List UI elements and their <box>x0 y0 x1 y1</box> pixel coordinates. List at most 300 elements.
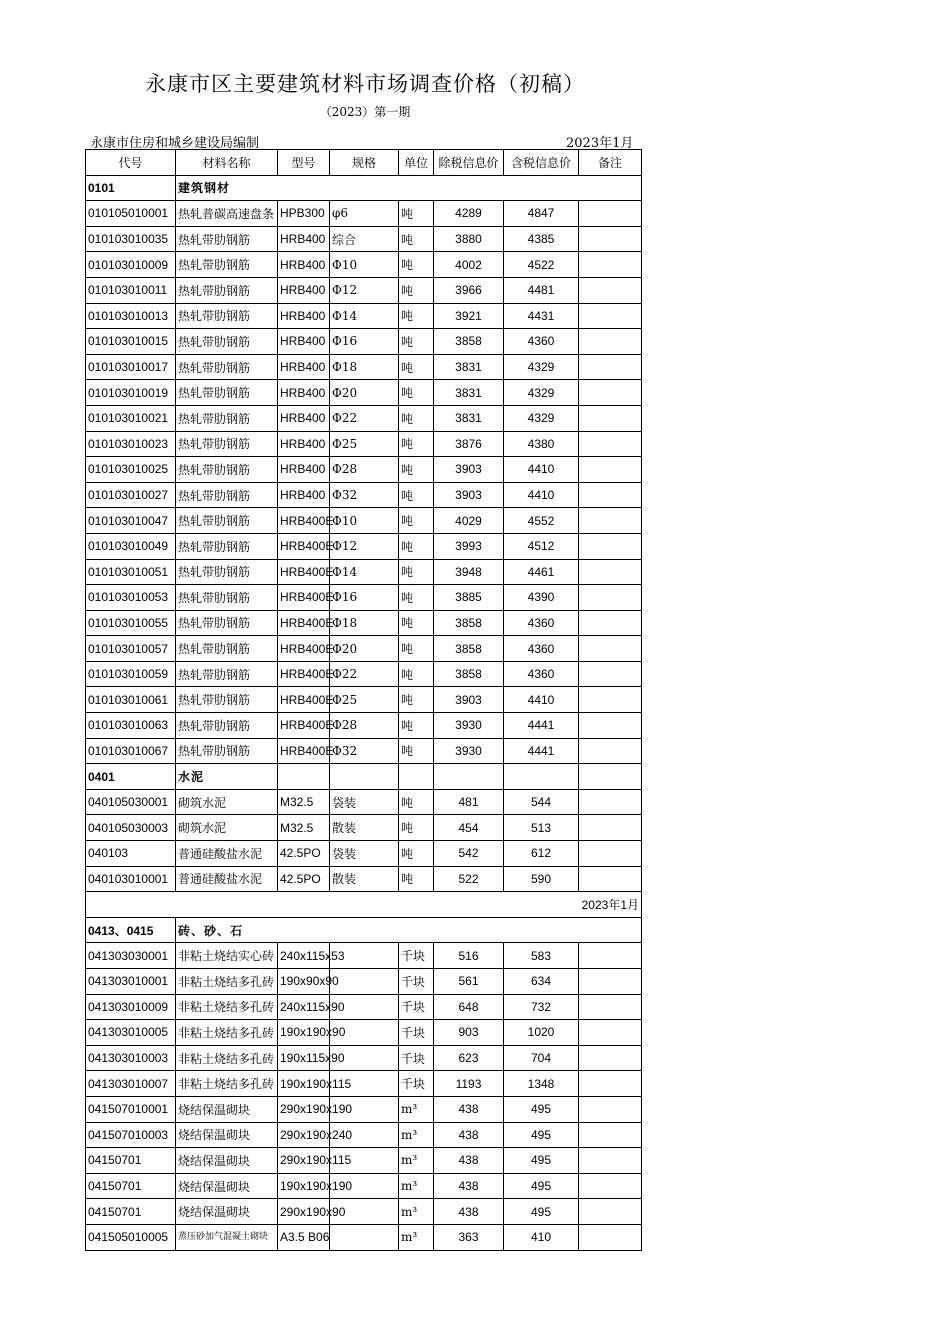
material-unit: 吨 <box>399 661 434 687</box>
section-code: 0401 <box>86 764 176 790</box>
material-name: 热轧带肋钢筋 <box>176 252 278 278</box>
price-inc-tax: 4441 <box>504 738 579 764</box>
table-row <box>86 277 642 303</box>
col-price-ex-tax: 除税信息价 <box>434 150 504 176</box>
col-model: 型号 <box>278 150 330 176</box>
material-code: 041303010003 <box>86 1045 176 1071</box>
material-name: 烧结保温砌块 <box>176 1173 278 1199</box>
material-spec: Φ32 <box>330 482 399 508</box>
section-name: 砖、砂、石 <box>176 917 642 943</box>
price-inc-tax: 4410 <box>504 482 579 508</box>
table-row <box>86 329 642 355</box>
material-name: 热轧带肋钢筋 <box>176 738 278 764</box>
price-inc-tax: 4380 <box>504 431 579 457</box>
price-inc-tax: 495 <box>504 1122 579 1148</box>
material-model: 42.5PO <box>278 841 330 867</box>
material-unit: 吨 <box>399 354 434 380</box>
material-spec: Φ28 <box>330 457 399 483</box>
material-code: 010103010011 <box>86 277 176 303</box>
material-code: 010103010027 <box>86 482 176 508</box>
material-code: 041303010007 <box>86 1071 176 1097</box>
price-ex-tax: 648 <box>434 994 504 1020</box>
material-name: 热轧带肋钢筋 <box>176 687 278 713</box>
price-ex-tax: 1193 <box>434 1071 504 1097</box>
table-row <box>86 457 642 483</box>
material-code: 041505010005 <box>86 1224 176 1250</box>
material-spec: Φ32 <box>330 738 399 764</box>
col-price-inc-tax: 含税信息价 <box>504 150 579 176</box>
table-row <box>86 661 642 687</box>
material-unit: 吨 <box>399 533 434 559</box>
material-code: 010105010001 <box>86 201 176 227</box>
material-unit: 吨 <box>399 610 434 636</box>
table-row <box>86 866 642 892</box>
note-cell <box>579 1199 642 1225</box>
note-cell <box>579 1071 642 1097</box>
material-model: 190x190x115 <box>278 1071 330 1097</box>
note-cell <box>579 508 642 534</box>
table-row <box>86 252 642 278</box>
note-cell <box>579 866 642 892</box>
material-spec: 散装 <box>330 815 399 841</box>
price-ex-tax: 903 <box>434 1020 504 1046</box>
material-name: 砌筑水泥 <box>176 789 278 815</box>
material-name: 普通硅酸盐水泥 <box>176 841 278 867</box>
material-name: 蒸压砂加气混凝土砌块 <box>176 1224 278 1250</box>
material-spec: Φ25 <box>330 687 399 713</box>
material-model: 190x190x90 <box>278 1020 330 1046</box>
material-unit: 吨 <box>399 738 434 764</box>
material-model: 240x115x53 <box>278 943 330 969</box>
price-inc-tax: 4360 <box>504 636 579 662</box>
material-unit: 吨 <box>399 482 434 508</box>
table-row <box>86 559 642 585</box>
material-name: 热轧带肋钢筋 <box>176 661 278 687</box>
material-model: M32.5 <box>278 789 330 815</box>
material-unit: 吨 <box>399 252 434 278</box>
table-row <box>86 994 642 1020</box>
price-ex-tax: 3903 <box>434 482 504 508</box>
table-row <box>86 405 642 431</box>
issue-date: 2023年1月 <box>566 136 634 151</box>
table-row <box>86 1020 642 1046</box>
price-ex-tax: 3993 <box>434 533 504 559</box>
material-spec: Φ20 <box>330 636 399 662</box>
table-row <box>86 789 642 815</box>
material-spec: 袋装 <box>330 841 399 867</box>
price-inc-tax: 732 <box>504 994 579 1020</box>
material-name: 普通硅酸盐水泥 <box>176 866 278 892</box>
material-name: 非粘土烧结多孔砖 <box>176 969 278 995</box>
price-inc-tax: 1020 <box>504 1020 579 1046</box>
material-code: 040105030003 <box>86 815 176 841</box>
material-model: HRB400 <box>278 482 330 508</box>
price-ex-tax: 3858 <box>434 661 504 687</box>
note-cell <box>579 1122 642 1148</box>
section-code: 0101 <box>86 175 176 201</box>
col-code: 代号 <box>86 150 176 176</box>
col-spec: 规格 <box>330 150 399 176</box>
note-cell <box>579 1148 642 1174</box>
material-unit: 千块 <box>399 1071 434 1097</box>
material-spec: Φ14 <box>330 559 399 585</box>
note-cell <box>579 252 642 278</box>
material-model: A3.5 B06 <box>278 1224 330 1250</box>
material-name: 热轧带肋钢筋 <box>176 303 278 329</box>
price-ex-tax: 438 <box>434 1173 504 1199</box>
material-name: 非粘土烧结实心砖 <box>176 943 278 969</box>
note-cell <box>579 277 642 303</box>
material-unit: 吨 <box>399 329 434 355</box>
material-name: 烧结保温砌块 <box>176 1148 278 1174</box>
table-row <box>86 815 642 841</box>
price-inc-tax: 4431 <box>504 303 579 329</box>
material-unit: 吨 <box>399 815 434 841</box>
note-cell <box>579 738 642 764</box>
price-ex-tax: 3921 <box>434 303 504 329</box>
table-row <box>86 380 642 406</box>
material-name: 烧结保温砌块 <box>176 1122 278 1148</box>
material-unit: 吨 <box>399 789 434 815</box>
price-inc-tax: 4329 <box>504 405 579 431</box>
material-name: 热轧带肋钢筋 <box>176 226 278 252</box>
price-inc-tax: 4360 <box>504 661 579 687</box>
material-code: 04150701 <box>86 1173 176 1199</box>
material-name: 烧结保温砌块 <box>176 1096 278 1122</box>
material-name: 热轧带肋钢筋 <box>176 277 278 303</box>
material-name: 热轧带肋钢筋 <box>176 713 278 739</box>
material-model: HRB400 <box>278 380 330 406</box>
material-model: HRB400 <box>278 226 330 252</box>
material-code: 010103010061 <box>86 687 176 713</box>
table-row <box>86 943 642 969</box>
material-unit: 吨 <box>399 841 434 867</box>
material-code: 010103010053 <box>86 585 176 611</box>
material-model: 190x190x190 <box>278 1173 330 1199</box>
table-row <box>86 201 642 227</box>
price-inc-tax: 495 <box>504 1199 579 1225</box>
table-row <box>86 585 642 611</box>
material-unit: 吨 <box>399 226 434 252</box>
material-spec: Φ12 <box>330 533 399 559</box>
note-cell <box>579 457 642 483</box>
table-header-row <box>86 150 642 176</box>
material-name: 非粘土烧结多孔砖 <box>176 1020 278 1046</box>
note-cell <box>579 713 642 739</box>
note-cell <box>579 329 642 355</box>
material-unit: 千块 <box>399 994 434 1020</box>
table-row <box>86 354 642 380</box>
price-ex-tax: 438 <box>434 1122 504 1148</box>
price-inc-tax: 4390 <box>504 585 579 611</box>
material-model: HRB400E <box>278 508 330 534</box>
price-inc-tax: 4552 <box>504 508 579 534</box>
material-model: HRB400 <box>278 457 330 483</box>
col-note: 备注 <box>579 150 642 176</box>
material-spec <box>330 969 399 995</box>
material-code: 010103010051 <box>86 559 176 585</box>
price-inc-tax: 495 <box>504 1148 579 1174</box>
material-code: 041303010001 <box>86 969 176 995</box>
price-inc-tax: 495 <box>504 1096 579 1122</box>
material-model: HRB400E <box>278 738 330 764</box>
note-cell <box>579 1224 642 1250</box>
material-code: 04150701 <box>86 1148 176 1174</box>
material-code: 041507010001 <box>86 1096 176 1122</box>
price-ex-tax: 4029 <box>434 508 504 534</box>
price-inc-tax: 634 <box>504 969 579 995</box>
material-name: 热轧带肋钢筋 <box>176 329 278 355</box>
material-model: HPB300 <box>278 201 330 227</box>
note-cell <box>579 226 642 252</box>
material-code: 010103010025 <box>86 457 176 483</box>
price-ex-tax: 623 <box>434 1045 504 1071</box>
price-ex-tax: 3858 <box>434 329 504 355</box>
price-ex-tax: 454 <box>434 815 504 841</box>
material-code: 010103010063 <box>86 713 176 739</box>
material-unit: 千块 <box>399 1045 434 1071</box>
material-model: M32.5 <box>278 815 330 841</box>
note-cell <box>579 1045 642 1071</box>
material-code: 010103010049 <box>86 533 176 559</box>
price-ex-tax: 3858 <box>434 636 504 662</box>
material-model: HRB400E <box>278 610 330 636</box>
section-code: 0413、0415 <box>86 917 176 943</box>
table-row <box>86 738 642 764</box>
price-ex-tax: 561 <box>434 969 504 995</box>
material-unit: m³ <box>399 1199 434 1225</box>
table-row <box>86 533 642 559</box>
note-cell <box>579 841 642 867</box>
material-code: 040105030001 <box>86 789 176 815</box>
material-model: HRB400E <box>278 559 330 585</box>
material-model: 190x115x90 <box>278 1045 330 1071</box>
inc-cell <box>504 764 579 790</box>
publisher: 永康市住房和城乡建设局编制 <box>90 136 260 151</box>
date-row <box>86 892 642 918</box>
price-inc-tax: 612 <box>504 841 579 867</box>
price-inc-tax: 4522 <box>504 252 579 278</box>
material-spec: Φ10 <box>330 508 399 534</box>
material-code: 010103010055 <box>86 610 176 636</box>
price-ex-tax: 3831 <box>434 405 504 431</box>
note-cell <box>579 1020 642 1046</box>
note-cell <box>579 943 642 969</box>
table-row <box>86 431 642 457</box>
price-ex-tax: 438 <box>434 1148 504 1174</box>
material-unit: 吨 <box>399 405 434 431</box>
material-code: 010103010021 <box>86 405 176 431</box>
price-table <box>85 149 642 1251</box>
material-code: 010103010057 <box>86 636 176 662</box>
material-unit: m³ <box>399 1096 434 1122</box>
material-model: HRB400E <box>278 687 330 713</box>
table-row <box>86 226 642 252</box>
table-row <box>86 1224 642 1250</box>
material-unit: 吨 <box>399 559 434 585</box>
material-name: 砌筑水泥 <box>176 815 278 841</box>
material-model: HRB400E <box>278 713 330 739</box>
table-row <box>86 636 642 662</box>
table-body <box>86 175 642 1250</box>
section-row <box>86 917 642 943</box>
price-ex-tax: 3831 <box>434 354 504 380</box>
note-cell <box>579 1096 642 1122</box>
material-code: 041303010009 <box>86 994 176 1020</box>
price-ex-tax: 3930 <box>434 713 504 739</box>
material-name: 热轧带肋钢筋 <box>176 559 278 585</box>
note-cell <box>579 815 642 841</box>
material-model: 240x115x90 <box>278 994 330 1020</box>
note-cell <box>579 405 642 431</box>
price-inc-tax: 410 <box>504 1224 579 1250</box>
price-ex-tax: 363 <box>434 1224 504 1250</box>
material-model: 42.5PO <box>278 866 330 892</box>
material-code: 010103010015 <box>86 329 176 355</box>
material-spec <box>330 1224 399 1250</box>
table-row <box>86 841 642 867</box>
material-name: 热轧带肋钢筋 <box>176 431 278 457</box>
price-ex-tax: 516 <box>434 943 504 969</box>
price-inc-tax: 544 <box>504 789 579 815</box>
section-row <box>86 175 642 201</box>
material-name: 热轧带肋钢筋 <box>176 482 278 508</box>
material-code: 010103010023 <box>86 431 176 457</box>
material-model: 290x190x240 <box>278 1122 330 1148</box>
material-model: HRB400 <box>278 431 330 457</box>
price-ex-tax: 481 <box>434 789 504 815</box>
note-cell <box>579 559 642 585</box>
material-spec: Φ10 <box>330 252 399 278</box>
table-row <box>86 508 642 534</box>
table-row <box>86 610 642 636</box>
material-unit: m³ <box>399 1148 434 1174</box>
price-inc-tax: 4461 <box>504 559 579 585</box>
material-unit: 吨 <box>399 277 434 303</box>
material-spec: Φ16 <box>330 329 399 355</box>
table-row <box>86 303 642 329</box>
material-spec: Φ12 <box>330 277 399 303</box>
material-spec: Φ16 <box>330 585 399 611</box>
section-name: 水泥 <box>176 764 278 790</box>
price-inc-tax: 4410 <box>504 457 579 483</box>
table-row <box>86 482 642 508</box>
price-ex-tax: 542 <box>434 841 504 867</box>
note-cell <box>579 585 642 611</box>
material-model: HRB400E <box>278 661 330 687</box>
table-row <box>86 713 642 739</box>
price-inc-tax: 583 <box>504 943 579 969</box>
material-code: 041507010003 <box>86 1122 176 1148</box>
price-inc-tax: 1348 <box>504 1071 579 1097</box>
material-spec: Φ22 <box>330 405 399 431</box>
material-name: 非粘土烧结多孔砖 <box>176 1071 278 1097</box>
section-name: 建筑钢材 <box>176 175 642 201</box>
material-code: 041303030001 <box>86 943 176 969</box>
unit-cell <box>399 764 434 790</box>
note-cell <box>579 482 642 508</box>
price-inc-tax: 4481 <box>504 277 579 303</box>
note-cell <box>579 303 642 329</box>
material-model: HRB400 <box>278 329 330 355</box>
material-name: 热轧带肋钢筋 <box>176 457 278 483</box>
note-cell <box>579 380 642 406</box>
material-name: 热轧带肋钢筋 <box>176 533 278 559</box>
material-name: 非粘土烧结多孔砖 <box>176 1045 278 1071</box>
price-inc-tax: 4360 <box>504 329 579 355</box>
material-spec: 袋装 <box>330 789 399 815</box>
material-spec: Φ28 <box>330 713 399 739</box>
material-code: 041303010005 <box>86 1020 176 1046</box>
price-inc-tax: 495 <box>504 1173 579 1199</box>
note-cell <box>579 354 642 380</box>
material-code: 010103010059 <box>86 661 176 687</box>
price-ex-tax: 3948 <box>434 559 504 585</box>
price-ex-tax: 3885 <box>434 585 504 611</box>
material-code: 010103010017 <box>86 354 176 380</box>
price-ex-tax: 438 <box>434 1199 504 1225</box>
material-spec: Φ14 <box>330 303 399 329</box>
material-unit: 吨 <box>399 508 434 534</box>
material-spec: 散装 <box>330 866 399 892</box>
model-cell <box>278 764 330 790</box>
material-unit: 吨 <box>399 303 434 329</box>
spec-cell <box>330 764 399 790</box>
material-unit: 千块 <box>399 943 434 969</box>
material-unit: 吨 <box>399 636 434 662</box>
note-cell <box>579 1173 642 1199</box>
col-name: 材料名称 <box>176 150 278 176</box>
price-ex-tax: 3876 <box>434 431 504 457</box>
material-name: 热轧带肋钢筋 <box>176 380 278 406</box>
material-code: 040103 <box>86 841 176 867</box>
table-row <box>86 969 642 995</box>
price-inc-tax: 590 <box>504 866 579 892</box>
table-row <box>86 1096 642 1122</box>
price-ex-tax: 4289 <box>434 201 504 227</box>
note-cell <box>579 969 642 995</box>
material-name: 热轧带肋钢筋 <box>176 405 278 431</box>
material-spec: φ6 <box>330 201 399 227</box>
material-unit: 吨 <box>399 687 434 713</box>
material-code: 010103010047 <box>86 508 176 534</box>
material-unit: 吨 <box>399 201 434 227</box>
note-cell <box>579 636 642 662</box>
price-inc-tax: 4847 <box>504 201 579 227</box>
price-inc-tax: 4410 <box>504 687 579 713</box>
price-inc-tax: 704 <box>504 1045 579 1071</box>
price-inc-tax: 4441 <box>504 713 579 739</box>
price-ex-tax: 3966 <box>434 277 504 303</box>
material-model: HRB400 <box>278 405 330 431</box>
price-ex-tax: 3930 <box>434 738 504 764</box>
table-row <box>86 1199 642 1225</box>
material-spec: 综合 <box>330 226 399 252</box>
note-cell <box>579 533 642 559</box>
material-model: 290x190x190 <box>278 1096 330 1122</box>
note-cell <box>579 687 642 713</box>
price-inc-tax: 513 <box>504 815 579 841</box>
material-code: 010103010013 <box>86 303 176 329</box>
material-spec: Φ20 <box>330 380 399 406</box>
material-unit: 千块 <box>399 969 434 995</box>
material-code: 010103010067 <box>86 738 176 764</box>
material-model: HRB400 <box>278 252 330 278</box>
material-code: 04150701 <box>86 1199 176 1225</box>
price-ex-tax: 3880 <box>434 226 504 252</box>
material-model: 290x190x90 <box>278 1199 330 1225</box>
note-cell <box>579 994 642 1020</box>
